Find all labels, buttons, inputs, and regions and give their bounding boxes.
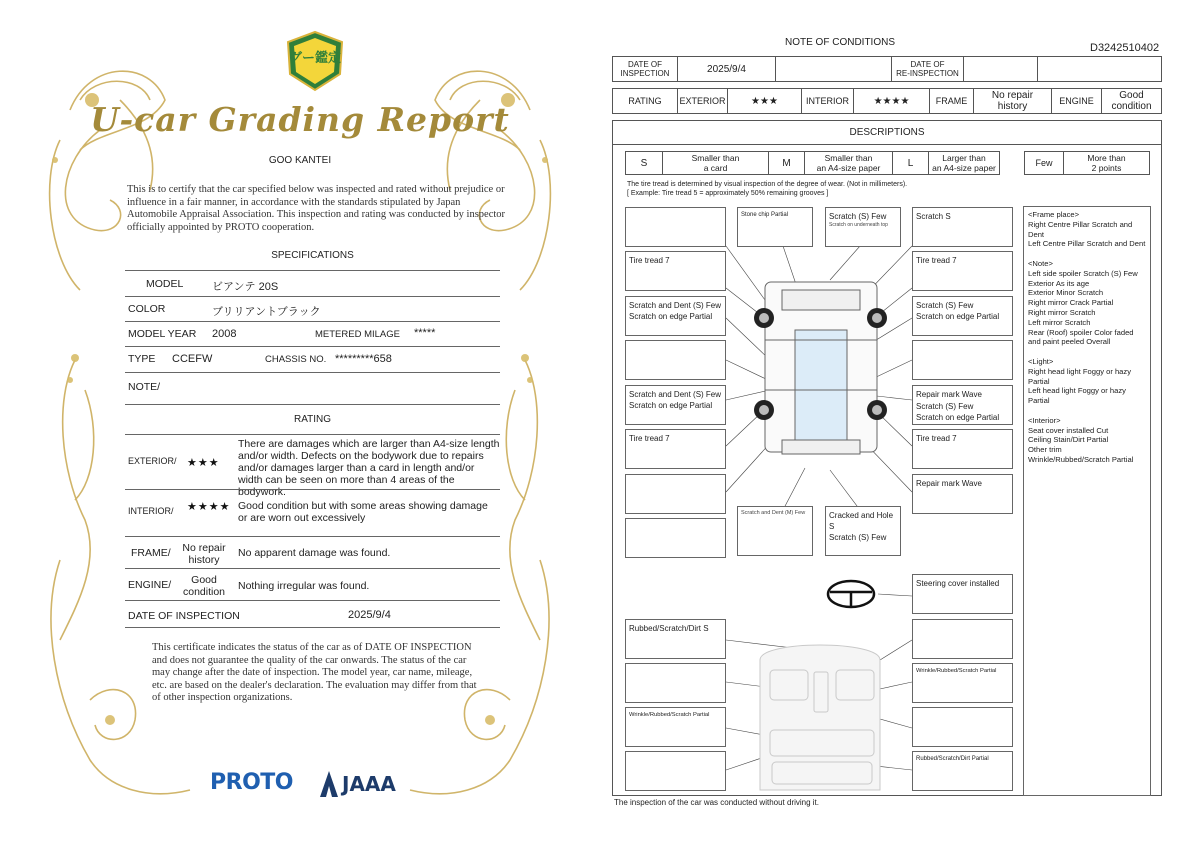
divider [125,600,500,601]
note-box-empty [625,663,726,703]
interior-label: INTERIOR/ [128,506,174,516]
specifications-heading: SPECIFICATIONS [271,250,354,261]
note-line: Scratch and Dent (S) Few [629,301,722,310]
note-box-interior-wrinkle-left [625,707,726,747]
mileage-label: METERED MILAGE [315,329,400,340]
note-box-right-b [912,385,1013,425]
exterior-stars: ★★★ [187,456,220,469]
note-box-empty [625,340,726,380]
note-box-empty [625,518,726,558]
certificate-title: U-car Grading Report [90,100,510,139]
note-line: Scratch (S) Few [916,401,974,411]
date-row [612,56,1162,82]
divider [125,404,500,405]
certificate-intro: This is to certify that the car specified below was inspected and rated without prejudice or influence in a fair manner, in accordance with the standards stipulated by Japan Automobile Appraisal Association. This inspection and rating was conducted by inspector officially appointed by PROTO cooperation. [127,184,506,233]
note-box-stone-chip [737,207,813,247]
note-box-rear-crack [825,506,901,556]
engine-label: ENGINE [1051,89,1101,113]
note-line: Scratch (S) Few [829,212,887,221]
legend-line: 2 points [1091,163,1122,173]
frame-value-line: No repair [991,90,1034,101]
engine-description: Nothing irregular was found. [238,580,370,592]
logos [210,770,410,800]
legend-line: Smaller than [824,153,873,163]
color-label: COLOR [128,303,166,315]
empty-cell [775,57,891,81]
note-line: Scratch and Dent (M) Few [741,510,806,516]
note-line: Scratch on edge Partial [629,401,713,410]
divider [125,346,500,347]
frame-value [176,542,232,566]
note-line: Cracked and Hole S [829,511,894,531]
date-of-inspection-label [613,57,677,81]
frame-value-line-1: No repair [182,542,226,554]
notes-title: NOTE OF CONDITIONS [785,37,895,48]
jaaa-logo: JAAA [342,772,396,796]
label-line: DATE OF [627,60,663,69]
note-box-empty [625,207,726,247]
note-box-empty [625,474,726,514]
frame-description: No apparent damage was found. [238,547,391,559]
date-of-inspection-value: 2025/9/4 [348,609,391,621]
engine-value [1101,89,1161,113]
legend-line: an A4-size paper [932,163,996,173]
note-box-empty [625,751,726,791]
note-line: Wrinkle/Rubbed/Scratch Partial [916,668,997,674]
note-line: Scratch on edge Partial [916,413,1000,422]
rating-heading: RATING [293,414,332,425]
note-line: Scratch on edge Partial [629,312,713,321]
label-line: RE-INSPECTION [896,69,959,78]
note-line: Repair mark Wave [916,390,982,399]
empty-cell [1037,57,1161,81]
model-value: ビアンテ 20S [212,281,279,293]
note-line: Stone chip Partial [741,212,789,218]
chassis-value: *********658 [335,353,392,365]
label-line: DATE OF [910,60,945,69]
goo-kantei-badge-icon [284,30,346,92]
note-box-empty [912,707,1013,747]
frame-label: FRAME [929,89,973,113]
note-box-right-repair: Repair mark Wave [912,474,1013,514]
badge-text: グー鑑定 [288,51,342,66]
proto-logo: PROTO [210,770,293,795]
legend-few-desc [1063,152,1149,174]
note-line: Scratch (S) Few [829,533,887,542]
engine-value-line: Good [1119,90,1144,101]
interior-label: INTERIOR [801,89,853,113]
note-box-tire-rear-left: Tire tread 7 [625,429,726,469]
legend-s-desc [662,152,768,174]
document-id: D3242510402 [1090,42,1160,54]
note-box-front-scratch [825,207,901,247]
mileage-value: ***** [414,327,436,339]
engine-label: ENGINE/ [128,579,172,591]
date-of-inspection-value: 2025/9/4 [677,57,775,81]
divider [125,627,500,628]
legend-line: Larger than [942,153,986,163]
legend-m-desc [804,152,892,174]
note-box-right-a [912,296,1013,336]
exterior-label: EXTERIOR [677,89,727,113]
legend-line: More than [1087,153,1126,163]
descriptions-heading: DESCRIPTIONS [849,127,925,138]
note-box-interior-wrinkle-right [912,663,1013,703]
condition-notes-list: <Frame place> Right Centre Pillar Scratch and Dent Left Centre Pillar Scratch and Dent <Note> Left side spoiler Scratch (S) Few Exterior As its age Exterior Minor Scratch Right mirror Crack Partial Right mirror Scratch Left mirror Scratch Rear (Roof) spoiler Color faded and paint peeled Overall <Light> Right head light Foggy or hazy Partial Left head light Foggy or hazy Partial <Interior> Seat cover installed Cut Ceiling Stain/Dirt Partial Other trim Wrinkle/Rubbed/Scratch Partial [1023,206,1151,796]
chassis-label: CHASSIS NO. [265,354,327,365]
note-line: Scratch (S) Few [916,301,974,310]
note-box-interior-rubbed-2 [912,751,1013,791]
tire-tread-example: [ Example: Tire tread 5 = approximately 50% remaining grooves ] [627,190,829,197]
note-line: Wrinkle/Rubbed/Scratch Partial [629,712,710,718]
note-box-left-a [625,296,726,336]
frame-label: FRAME/ [131,547,171,559]
divider [125,568,500,569]
note-line: Rubbed/Scratch/Dirt Partial [916,756,989,762]
note-box-tire-front-left: Tire tread 7 [625,251,726,291]
date-of-reinspection-label [891,57,963,81]
legend-m: M [768,152,804,174]
date-of-reinspection-value [963,57,1037,81]
model-year-value: 2008 [212,328,237,340]
divider [125,536,500,537]
divider [125,270,500,271]
few-legend [1024,151,1150,175]
certificate-footer: This certificate indicates the status of the car as of DATE OF INSPECTION and does not guarantee the quality of the car onwards. The status of the car may change after the date of inspection. The model year, car name, mileage, etc. are based on the dealer's declaration. The evaluation may differ from that of other inspection organizations. [152,642,477,703]
divider [125,296,500,297]
model-year-label: MODEL YEAR [128,328,197,340]
color-value: ブリリアントブラック [212,306,321,318]
divider [125,434,500,435]
exterior-label: EXTERIOR/ [128,456,177,466]
note-line: Scratch on edge Partial [916,312,1000,321]
note-box-empty [912,340,1013,380]
label-line: INSPECTION [620,69,670,78]
rating-label: RATING [628,95,662,106]
engine-value-line-2: condition [182,586,226,598]
legend-line: a card [703,163,728,173]
legend-l: L [892,152,928,174]
divider [125,321,500,322]
size-legend [625,151,1000,175]
divider [125,372,500,373]
engine-value-line: condition [1111,101,1152,112]
divider [612,144,1162,145]
frame-value-line: history [997,101,1028,112]
interior-stars: ★★★★ [853,89,929,113]
note-label: NOTE/ [128,381,161,393]
legend-line: an A4-size paper [816,163,881,173]
note-box-left-b [625,385,726,425]
frame-value [973,89,1051,113]
certificate-subtitle: GOO KANTEI [268,155,332,166]
exterior-stars: ★★★ [727,89,801,113]
engine-value-line-1: Good [191,574,217,586]
note-box-steering: Steering cover installed [912,574,1013,614]
engine-value [176,574,232,598]
legend-s: S [640,157,648,169]
frame-value-line-2: history [188,554,220,566]
legend-line: Smaller than [691,153,740,163]
note-box-tire-rear-right: Tire tread 7 [912,429,1013,469]
interior-description: Good condition but with some areas showing damage or are worn out excessively [238,500,488,524]
note-line: Scratch on underneath top [829,222,888,228]
model-label: MODEL [146,278,184,290]
interior-stars: ★★★★ [187,500,231,513]
note-line: Scratch and Dent (S) Few [629,390,722,399]
exterior-description: There are damages which are larger than A4-size length and/or width. Defects on the bodywork due to repairs and/or damages larger than a card in length and/or width can be seen on more than 4 areas of the bodywork. [238,438,500,498]
tire-tread-note: The tire tread is determined by visual inspection of the degree of wear. (Not in millimeters). [627,181,908,188]
note-box-front-right: Scratch S [912,207,1013,247]
legend-few: Few [1035,157,1053,168]
note-box-rear-dent [737,506,813,556]
type-value: CCEFW [172,353,213,365]
rating-row [612,88,1162,114]
note-box-tire-front-right: Tire tread 7 [912,251,1013,291]
note-box-interior-rubbed: Rubbed/Scratch/Dirt S [625,619,726,659]
date-of-inspection-label: DATE OF INSPECTION [128,610,240,622]
type-label: TYPE [128,353,156,365]
legend-l-desc [928,152,999,174]
notes-footer: The inspection of the car was conducted without driving it. [614,798,819,807]
note-box-empty [912,619,1013,659]
divider [125,489,500,490]
jaaa-emblem-icon [318,770,340,798]
